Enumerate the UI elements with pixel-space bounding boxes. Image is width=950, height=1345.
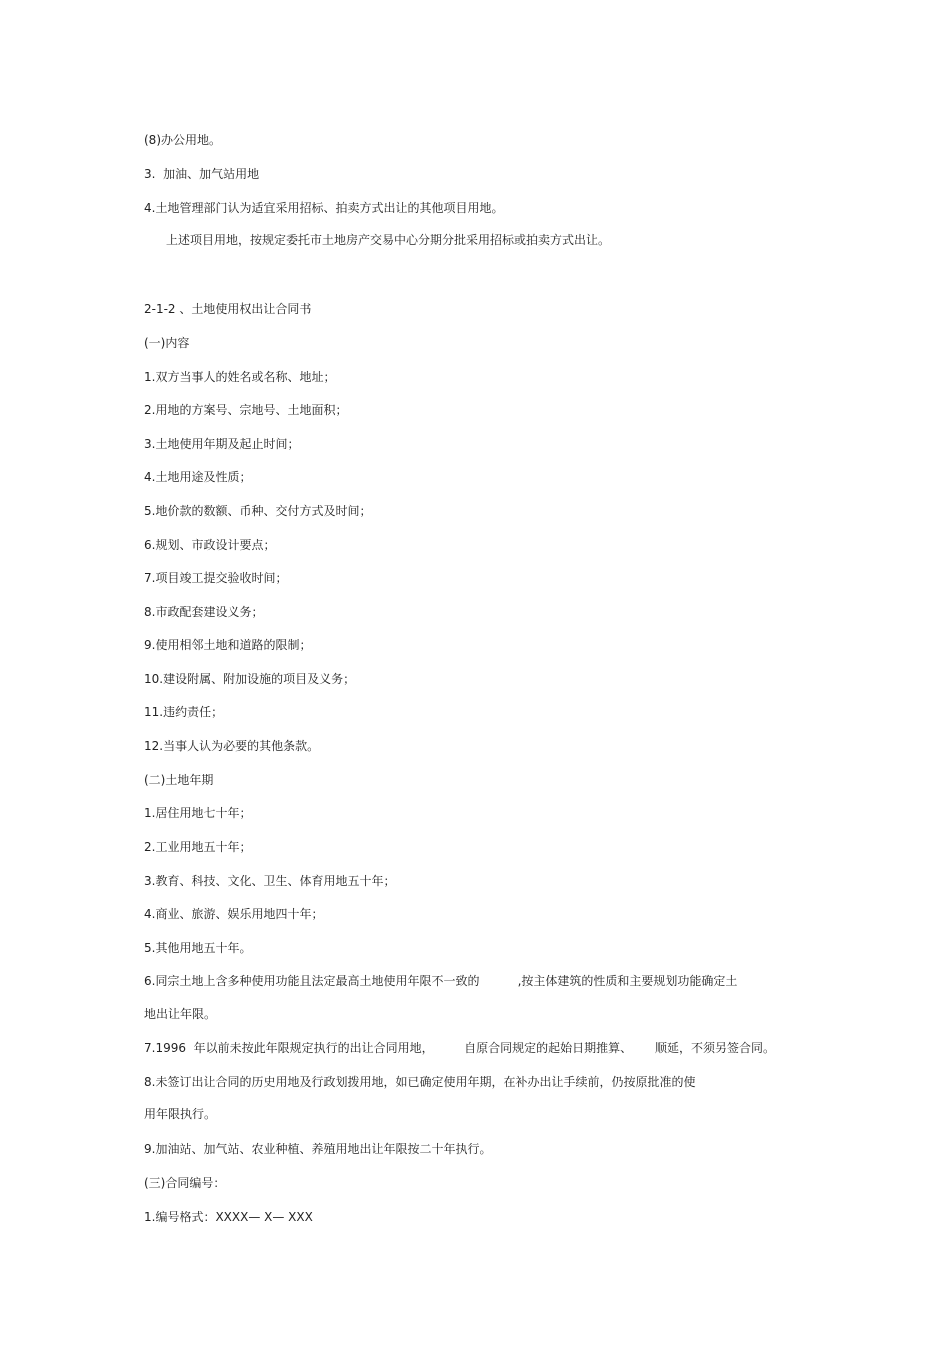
list-item: 9.使用相邻土地和道路的限制； [144, 638, 312, 652]
list-item: 8.未签订出让合同的历史用地及行政划拨用地，如已确定使用年期，在补办出让手续前，仍按原批准的使 [144, 1075, 696, 1089]
text-line: 3. 加油、加气站用地 [144, 167, 260, 181]
list-item: 1.编号格式：XXXX— X— XXX [144, 1210, 313, 1224]
list-item-continuation: 用年限执行。 [144, 1107, 217, 1121]
subsection-heading: (三)合同编号： [144, 1176, 226, 1190]
list-item: 12.当事人认为必要的其他条款。 [144, 739, 320, 753]
section-heading: 2-1-2 、土地使用权出让合同书 [144, 302, 312, 316]
list-item: 11.违约责任； [144, 705, 224, 719]
text-line: 4.土地管理部门认为适宜采用招标、拍卖方式出让的其他项目用地。 [144, 201, 504, 215]
list-item: 2.用地的方案号、宗地号、土地面积； [144, 403, 348, 417]
subsection-heading: (一)内容 [144, 336, 190, 350]
text-line: (8)办公用地。 [144, 133, 221, 147]
list-item: 9.加油站、加气站、农业种植、养殖用地出让年限按二十年执行。 [144, 1142, 492, 1156]
list-item: 7.1996 年以前未按此年限规定执行的出让合同用地， 自原合同规定的起始日期推算、 顺延，不须另签合同。 [144, 1041, 776, 1055]
list-item: 6.规划、市政设计要点； [144, 538, 276, 552]
list-item: 5.地价款的数额、币种、交付方式及时间； [144, 504, 372, 518]
list-item: 4.商业、旅游、娱乐用地四十年； [144, 907, 324, 921]
list-item-continuation: 地出让年限。 [144, 1007, 217, 1021]
list-item: 5.其他用地五十年。 [144, 941, 252, 955]
list-item: 3.土地使用年期及起止时间； [144, 437, 300, 451]
list-item: 2.工业用地五十年； [144, 840, 252, 854]
text-line: 上述项目用地，按规定委托市土地房产交易中心分期分批采用招标或拍卖方式出让。 [166, 233, 611, 247]
list-item: 3.教育、科技、文化、卫生、体育用地五十年； [144, 874, 396, 888]
subsection-heading: (二)土地年期 [144, 773, 214, 787]
list-item: 1.双方当事人的姓名或名称、地址； [144, 370, 336, 384]
list-item: 4.土地用途及性质； [144, 470, 252, 484]
list-item: 7.项目竣工提交验收时间； [144, 571, 288, 585]
list-item: 8.市政配套建设义务； [144, 605, 264, 619]
list-item: 1.居住用地七十年； [144, 806, 252, 820]
list-item: 10.建设附属、附加设施的项目及义务； [144, 672, 356, 686]
list-item: 6.同宗土地上含多种使用功能且法定最高土地使用年限不一致的 ,按主体建筑的性质和主要规划功能确定土 [144, 974, 738, 988]
